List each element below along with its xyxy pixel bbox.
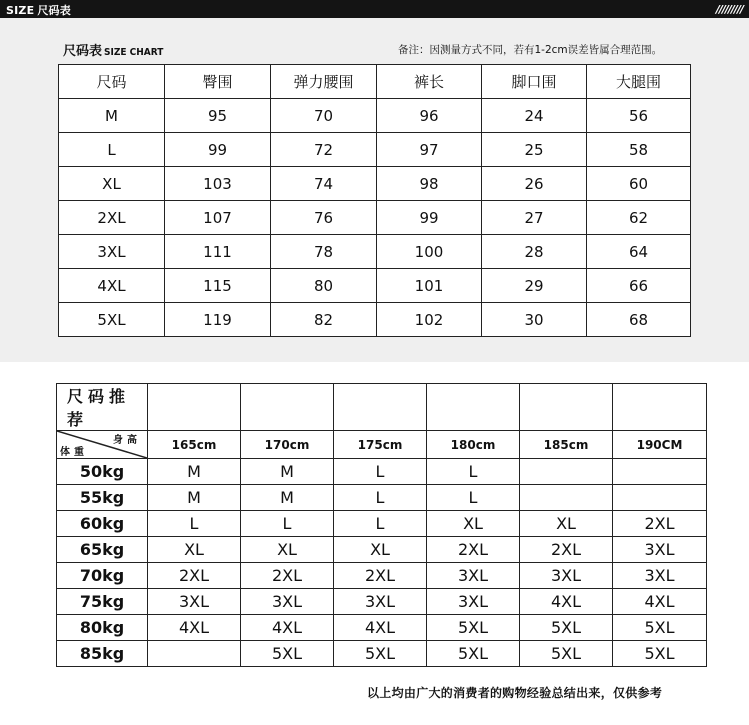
recommended-size-cell: 3XL (520, 563, 613, 589)
table-row (57, 511, 707, 537)
recommended-size-cell: 3XL (427, 563, 520, 589)
table-row (57, 537, 707, 563)
empty-cell (334, 384, 427, 431)
recommended-size-cell: XL (148, 537, 241, 563)
size-chart-table (58, 64, 691, 337)
size-recommend-table (56, 383, 707, 667)
measurement-cell: 64 (587, 235, 691, 269)
measurement-cell: 119 (165, 303, 271, 337)
measurement-cell: 96 (377, 99, 482, 133)
measurement-cell: 70 (271, 99, 377, 133)
recommended-size-cell: XL (241, 537, 334, 563)
measurement-cell: 26 (482, 167, 587, 201)
recommended-size-cell: 3XL (613, 563, 707, 589)
table-row (57, 485, 707, 511)
size-chart-header-cell: 大腿围 (587, 65, 691, 99)
measurement-cell: 62 (587, 201, 691, 235)
measurement-cell: 66 (587, 269, 691, 303)
measurement-cell: 72 (271, 133, 377, 167)
measurement-cell: 58 (587, 133, 691, 167)
table-row (59, 269, 691, 303)
measurement-cell: 111 (165, 235, 271, 269)
recommended-size-cell: L (427, 459, 520, 485)
table-row (57, 641, 707, 667)
measurement-cell: 27 (482, 201, 587, 235)
table-row (59, 133, 691, 167)
table-row (59, 99, 691, 133)
weight-axis-label: 体重 (60, 447, 88, 458)
size-label-cell: 2XL (59, 201, 165, 235)
weight-cell: 80kg (57, 615, 148, 641)
empty-cell (520, 384, 613, 431)
weight-cell: 65kg (57, 537, 148, 563)
banner-decoration: ///////// (715, 3, 743, 16)
recommended-size-cell: 2XL (334, 563, 427, 589)
size-label-cell: XL (59, 167, 165, 201)
height-weight-corner-cell (57, 431, 148, 459)
table-row (57, 459, 707, 485)
measurement-cell: 103 (165, 167, 271, 201)
measurement-cell: 60 (587, 167, 691, 201)
recommended-size-cell: 5XL (427, 615, 520, 641)
recommended-size-cell: 5XL (241, 641, 334, 667)
measurement-cell: 24 (482, 99, 587, 133)
measurement-cell: 82 (271, 303, 377, 337)
size-chart-header-cell: 臀围 (165, 65, 271, 99)
size-chart-title-cn: 尺码表 (63, 44, 103, 59)
empty-cell (241, 384, 334, 431)
measurement-cell: 30 (482, 303, 587, 337)
table-row (57, 563, 707, 589)
measurement-cell: 78 (271, 235, 377, 269)
recommended-size-cell: 4XL (613, 589, 707, 615)
size-chart-title (63, 40, 163, 59)
recommended-size-cell: XL (520, 511, 613, 537)
recommended-size-cell (520, 459, 613, 485)
size-label-cell: L (59, 133, 165, 167)
table-row (59, 235, 691, 269)
recommended-size-cell: L (427, 485, 520, 511)
recommended-size-cell: L (334, 485, 427, 511)
recommended-size-cell: 4XL (334, 615, 427, 641)
recommended-size-cell: 2XL (520, 537, 613, 563)
size-label-cell: 4XL (59, 269, 165, 303)
table-row (59, 303, 691, 337)
measurement-cell: 101 (377, 269, 482, 303)
size-chart-header-cell: 裤长 (377, 65, 482, 99)
size-chart-title-en: SIZE CHART (104, 47, 164, 58)
recommend-footnote: 以上均由广大的消费者的购物经验总结出来，仅供参考 (367, 686, 663, 700)
size-chart-header-cell: 脚口围 (482, 65, 587, 99)
measurement-cell: 107 (165, 201, 271, 235)
table-row (57, 589, 707, 615)
empty-cell (427, 384, 520, 431)
recommended-size-cell: 3XL (427, 589, 520, 615)
recommended-size-cell: XL (334, 537, 427, 563)
recommended-size-cell: 2XL (427, 537, 520, 563)
size-chart-header-cell: 弹力腰围 (271, 65, 377, 99)
recommended-size-cell: 4XL (148, 615, 241, 641)
height-header-cell: 190CM (613, 431, 707, 459)
measurement-cell: 97 (377, 133, 482, 167)
recommended-size-cell (148, 641, 241, 667)
weight-cell: 85kg (57, 641, 148, 667)
measurement-cell: 102 (377, 303, 482, 337)
recommend-title-row (57, 384, 707, 431)
measurement-cell: 80 (271, 269, 377, 303)
measurement-cell: 56 (587, 99, 691, 133)
recommended-size-cell: 3XL (613, 537, 707, 563)
measurement-cell: 99 (165, 133, 271, 167)
recommended-size-cell: 3XL (241, 589, 334, 615)
recommended-size-cell: L (148, 511, 241, 537)
measurement-cell: 100 (377, 235, 482, 269)
recommended-size-cell: M (241, 459, 334, 485)
height-header-cell: 185cm (520, 431, 613, 459)
table-row (59, 201, 691, 235)
weight-cell: 55kg (57, 485, 148, 511)
recommended-size-cell: L (334, 459, 427, 485)
height-header-cell: 170cm (241, 431, 334, 459)
measurement-cell: 115 (165, 269, 271, 303)
recommend-height-row (57, 431, 707, 459)
recommended-size-cell: 5XL (520, 615, 613, 641)
recommended-size-cell: 2XL (613, 511, 707, 537)
recommended-size-cell: 5XL (613, 641, 707, 667)
recommended-size-cell: 4XL (520, 589, 613, 615)
banner-size-label: SIZE (6, 4, 35, 17)
recommended-size-cell: 3XL (148, 589, 241, 615)
measurement-cell: 95 (165, 99, 271, 133)
size-label-cell: 3XL (59, 235, 165, 269)
measurement-cell: 68 (587, 303, 691, 337)
size-chart-note: 备注：因测量方式不同，若有1-2cm误差皆属合理范围。 (398, 44, 663, 56)
banner-tag (6, 2, 71, 18)
recommended-size-cell (520, 485, 613, 511)
recommended-size-cell (613, 485, 707, 511)
recommended-size-cell: 2XL (148, 563, 241, 589)
size-label-cell: 5XL (59, 303, 165, 337)
height-header-cell: 165cm (148, 431, 241, 459)
size-label-cell: M (59, 99, 165, 133)
recommended-size-cell: L (334, 511, 427, 537)
recommended-size-cell: 5XL (613, 615, 707, 641)
table-row (59, 167, 691, 201)
recommended-size-cell: 3XL (334, 589, 427, 615)
measurement-cell: 99 (377, 201, 482, 235)
weight-cell: 70kg (57, 563, 148, 589)
measurement-cell: 29 (482, 269, 587, 303)
recommended-size-cell: 4XL (241, 615, 334, 641)
table-row (57, 615, 707, 641)
recommended-size-cell: 5XL (427, 641, 520, 667)
banner-title: 尺码表 (37, 4, 71, 17)
measurement-cell: 74 (271, 167, 377, 201)
recommended-size-cell: M (241, 485, 334, 511)
height-header-cell: 180cm (427, 431, 520, 459)
recommended-size-cell: 5XL (334, 641, 427, 667)
top-banner (0, 0, 749, 18)
empty-cell (613, 384, 707, 431)
measurement-cell: 28 (482, 235, 587, 269)
recommended-size-cell: 5XL (520, 641, 613, 667)
size-chart-header-row (59, 65, 691, 99)
recommend-title: 尺码推荐 (57, 384, 148, 431)
measurement-cell: 25 (482, 133, 587, 167)
recommended-size-cell: XL (427, 511, 520, 537)
recommended-size-cell: M (148, 459, 241, 485)
recommended-size-cell: 2XL (241, 563, 334, 589)
recommended-size-cell (613, 459, 707, 485)
recommended-size-cell: L (241, 511, 334, 537)
empty-cell (148, 384, 241, 431)
measurement-cell: 98 (377, 167, 482, 201)
weight-cell: 60kg (57, 511, 148, 537)
height-axis-label: 身高 (113, 435, 141, 446)
weight-cell: 75kg (57, 589, 148, 615)
recommended-size-cell: M (148, 485, 241, 511)
weight-cell: 50kg (57, 459, 148, 485)
measurement-cell: 76 (271, 201, 377, 235)
size-chart-header-cell: 尺码 (59, 65, 165, 99)
height-header-cell: 175cm (334, 431, 427, 459)
